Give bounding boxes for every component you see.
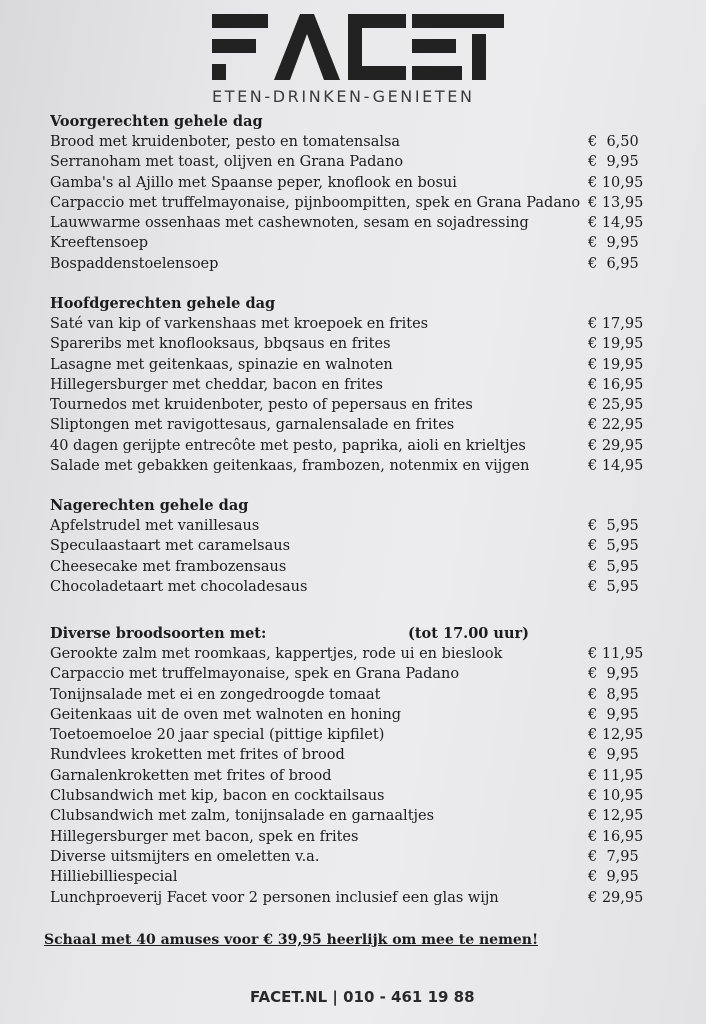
contact-line: FACET.NL | 010 - 461 19 88 [250, 988, 475, 1006]
section-heading [50, 624, 650, 644]
menu-item-price: € 16,95 [588, 828, 644, 845]
menu-item [50, 334, 650, 354]
menu-item-price: € 13,95 [588, 194, 644, 211]
section-voorgerechten [50, 112, 650, 274]
menu-item-name: Gamba's al Ajillo met Spaanse peper, knoflook en bosui [50, 174, 457, 191]
menu-item-name: Apfelstrudel met vanillesaus [50, 518, 260, 534]
section-broodsoorten [50, 624, 650, 908]
menu-item-price: € 22,95 [588, 417, 644, 434]
menu-item [50, 375, 650, 395]
menu-item-price: € 14,95 [588, 215, 644, 232]
menu-item-name: Hilliebilliespecial [50, 869, 178, 886]
menu-item-name: Toetoemoeloe 20 jaar special (pittige kipfilet) [50, 727, 385, 744]
facet-logo-mark [212, 14, 504, 80]
menu-item-price: € 9,95 [588, 869, 639, 886]
menu-item-name: Tournedos met kruidenboter, pesto of pepersaus en frites [50, 397, 473, 414]
menu-item-name: Serranoham met toast, olijven en Grana Padano [50, 154, 404, 171]
menu-item-name: Sliptongen met ravigottesaus, garnalensalade en frites [50, 417, 455, 434]
section-nagerechten [50, 496, 650, 597]
menu-item [50, 745, 650, 765]
menu-item [50, 132, 650, 152]
menu-item [50, 557, 650, 577]
menu-item [50, 644, 650, 664]
menu-item [50, 395, 650, 415]
menu-item-name: Tonijnsalade met ei en zongedroogde tomaat [50, 686, 381, 703]
menu-item-name: Carpaccio met truffelmayonaise, pijnboompitten, spek en Grana Padano [50, 194, 581, 211]
menu-item-name: Hillegersburger met bacon, spek en frites [50, 828, 359, 845]
menu-item [50, 664, 650, 684]
menu-item-price: € 9,95 [588, 235, 639, 252]
menu-item [50, 415, 650, 435]
menu-item-name: Spareribs met knoflooksaus, bbqsaus en frites [50, 336, 391, 353]
menu-item-price: € 10,95 [588, 788, 644, 805]
menu-item-price: € 7,95 [588, 848, 639, 865]
menu-item [50, 173, 650, 193]
section-title: Nagerechten gehele dag [50, 497, 249, 514]
menu-item-name: Clubsandwich met zalm, tonijnsalade en garnaaltjes [50, 808, 435, 825]
menu-item-price: € 29,95 [588, 437, 644, 454]
menu-item-price: € 9,95 [588, 747, 639, 764]
menu-item-name: Hillegersburger met cheddar, bacon en frites [50, 376, 383, 393]
menu-item [50, 193, 650, 213]
menu-item-name: Garnalenkroketten met frites of brood [50, 767, 332, 784]
menu-item [50, 806, 650, 826]
section-title: Diverse broodsoorten met: [50, 625, 267, 642]
section-heading [50, 294, 650, 314]
menu-item-price: € 17,95 [588, 316, 644, 332]
menu-item-name: Chocoladetaart met chocoladesaus [50, 578, 308, 595]
menu-item-price: € 12,95 [588, 808, 644, 825]
menu-item-price: € 14,95 [588, 458, 644, 475]
menu-item-name: Saté van kip of varkenshaas met kroepoek en frites [50, 316, 429, 332]
menu-item-price: € 5,95 [588, 518, 639, 534]
section-note: (tot 17.00 uur) [408, 625, 530, 642]
facet-logo [212, 14, 504, 80]
menu-item-name: Lasagne met geitenkaas, spinazie en walnoten [50, 356, 393, 373]
section-title: Voorgerechten gehele dag [50, 113, 263, 130]
menu-item-name: Rundvlees kroketten met frites of brood [50, 747, 345, 764]
menu-item-price: € 16,95 [588, 376, 644, 393]
section-heading [50, 112, 650, 132]
menu-item-name: Clubsandwich met kip, bacon en cocktailsaus [50, 788, 385, 805]
menu-item-price: € 9,95 [588, 154, 639, 171]
menu-item-name: Diverse uitsmijters en omeletten v.a. [50, 848, 320, 865]
menu-item-price: € 6,95 [588, 255, 639, 272]
menu-item [50, 152, 650, 172]
menu-item-price: € 10,95 [588, 174, 644, 191]
menu-item-price: € 5,95 [588, 558, 639, 575]
menu-item [50, 847, 650, 867]
menu-item [50, 867, 650, 887]
menu-item [50, 786, 650, 806]
menu-item [50, 766, 650, 786]
menu-item [50, 456, 650, 476]
menu-item-name: Kreeftensoep [50, 235, 149, 252]
menu-item-price: € 11,95 [588, 767, 644, 784]
menu-item-price: € 12,95 [588, 727, 644, 744]
menu-item-price: € 9,95 [588, 666, 639, 683]
brand-tagline: ETEN-DRINKEN-GENIETEN [212, 87, 475, 106]
menu-item-name: Geitenkaas uit de oven met walnoten en honing [50, 706, 402, 723]
menu-item [50, 577, 650, 597]
menu-item-price: € 9,95 [588, 706, 639, 723]
menu-item-price: € 25,95 [588, 397, 644, 414]
menu-item-price: € 19,95 [588, 336, 644, 353]
section-title: Hoofdgerechten gehele dag [50, 295, 276, 312]
menu-item-name: Salade met gebakken geitenkaas, frambozen, notenmix en vijgen [50, 458, 530, 475]
menu-item-price: € 11,95 [588, 646, 644, 662]
menu-item [50, 827, 650, 847]
menu-item-price: € 29,95 [588, 889, 644, 906]
menu-item-price: € 19,95 [588, 356, 644, 373]
menu-item [50, 254, 650, 274]
menu-item [50, 685, 650, 705]
menu-item-price: € 5,95 [588, 578, 639, 595]
menu-item-name: 40 dagen gerijpte entrecôte met pesto, paprika, aioli en krieltjes [50, 437, 526, 454]
menu-item [50, 213, 650, 233]
menu-item [50, 233, 650, 253]
menu-item [50, 516, 650, 536]
menu-item-name: Carpaccio met truffelmayonaise, spek en Grana Padano [50, 666, 460, 683]
menu-item [50, 314, 650, 334]
menu-item-name: Gerookte zalm met roomkaas, kappertjes, rode ui en bieslook [50, 646, 503, 662]
section-heading [50, 496, 650, 516]
menu-item-name: Brood met kruidenboter, pesto en tomatensalsa [50, 134, 401, 150]
menu-item-name: Cheesecake met frambozensaus [50, 558, 287, 575]
section-hoofdgerechten [50, 294, 650, 476]
menu-item [50, 725, 650, 745]
menu-item-price: € 6,50 [588, 134, 639, 150]
menu-item-name: Lauwwarme ossenhaas met cashewnoten, sesam en sojadressing [50, 215, 529, 232]
menu-item-name: Speculaastaart met caramelsaus [50, 538, 291, 555]
menu-item-name: Lunchproeverij Facet voor 2 personen inclusief een glas wijn [50, 889, 499, 906]
menu-item [50, 888, 650, 908]
menu-item-name: Bospaddenstoelensoep [50, 255, 219, 272]
menu-item-price: € 8,95 [588, 686, 639, 703]
amuses-promo: Schaal met 40 amuses voor € 39,95 heerlijk om mee te nemen! [44, 932, 539, 948]
menu-item [50, 436, 650, 456]
menu-item [50, 536, 650, 556]
menu-item [50, 355, 650, 375]
menu-item-price: € 5,95 [588, 538, 639, 555]
menu-item [50, 705, 650, 725]
